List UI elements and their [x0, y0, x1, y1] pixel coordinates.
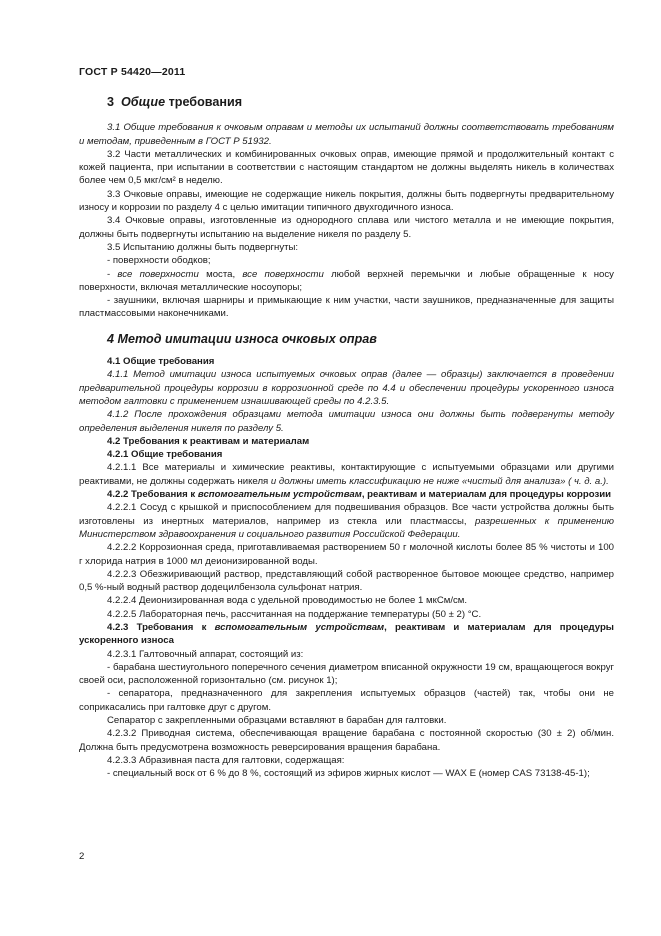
para-3-4: 3.4 Очковые оправы, изготовленные из однородного сплава или чистого металла и не имеющие покрытия, должны быть подвергнуты испытанию на выделение никеля по разделу 5.: [79, 215, 614, 240]
para-4-1-1: 4.1.1 Метод имитации износа испытуемых очковых оправ (далее — образцы) заключается в проведении предварительной процедуры коррозии в коррозионной среде по 4.4 и обеспечении процедуры ускоренного износа методом галтовки с применением изнашивающей среды по 4.2.3.5.: [79, 369, 614, 407]
document-header: ГОСТ Р 54420—2011: [79, 66, 186, 78]
heading-4-2-1: 4.2.1 Общие требования: [107, 449, 223, 461]
para-4-1-2: 4.1.2 После прохождения образцами метода имитации износа они должны быть подвергнуты методу определения выделения никеля по разделу 5.: [79, 409, 614, 434]
heading-4-2: 4.2 Требования к реактивам и материалам: [107, 435, 310, 447]
heading-4-2-3: 4.2.3 Требования к вспомогательным устройствам, реактивам и материалам для процедуры ускоренного износа: [79, 621, 614, 647]
para-4-2-2-2: 4.2.2.2 Коррозионная среда, приготавливаемая растворением 50 г молочной кислоты более 85 % чистоты и 100 г хлорида натрия в 1000 мл деионизированной воды.: [79, 542, 614, 567]
page-number: 2: [79, 851, 85, 862]
para-4-2-2-3: 4.2.2.3 Обезжиривающий раствор, представляющий собой растворенное бытовое моющее средство, например 0,5 %-ный водный раствор додецилбензола сульфонат натрия.: [79, 568, 614, 594]
para-4-2-2-4: 4.2.2.4 Деионизированная вода с удельной проводимостью не более 1 мкСм/см.: [107, 595, 468, 607]
list-item: - все поверхности моста, все поверхности любой верхней перемычки и любые обращенные к носу поверхности, включая металлические носоупоры;: [79, 268, 614, 293]
para-3-5: 3.5 Испытанию должны быть подвергнуты:: [107, 241, 299, 253]
list-item: - сепаратора, предназначенного для закрепления испытуемых образцов (частей) так, чтобы они не соприкасались при галтовке друг с другом.: [79, 688, 614, 713]
para-3-1: 3.1 Общие требования к очковым оправам и методы их испытаний должны соответствовать требованиям и методам, приведенным в ГОСТ Р 51932.: [79, 122, 614, 147]
para-4-2-2-5: 4.2.2.5 Лабораторная печь, рассчитанная на поддержание температуры (50 ± 2) °С.: [107, 608, 482, 620]
para-3-3: 3.3 Очковые оправы, имеющие не содержащие никель покрытия, должны быть подвергнуты предварительному износу и коррозии по разделу 4 с целью имитации типичного двухгодичного износа.: [79, 188, 614, 214]
heading-4-2-2: 4.2.2 Требования к вспомогательным устройствам, реактивам и материалам для процедуры коррозии: [107, 489, 612, 501]
section-3-title: 3 Общие требования: [107, 95, 243, 109]
list-item: - заушники, включая шарниры и примыкающие к ним участки, части заушников, предназначенные для защиты пластмассовыми наконечниками.: [79, 295, 614, 320]
para-4-2-3-3: 4.2.3.3 Абразивная паста для галтовки, содержащая:: [107, 754, 345, 766]
page-content: [79, 96, 614, 781]
para-4-2-1-1: 4.2.1.1 Все материалы и химические реактивы, контактирующие с испытуемыми образцами или другими реактивами, не должны содержать никеля и должны иметь классификацию не ниже «чистый для анализа» ( ч. д. а.).: [79, 462, 614, 487]
heading-4-1: 4.1 Общие требования: [107, 356, 215, 368]
list-item: - специальный воск от 6 % до 8 %, состоящий из эфиров жирных кислот — WAX E (номер CAS 73138-45-1);: [107, 768, 590, 780]
para-4-2-3-1: 4.2.3.1 Галтовочный аппарат, состоящий из:: [107, 648, 304, 660]
list-item: - поверхности ободков;: [107, 255, 211, 267]
para-separator: Сепаратор с закрепленными образцами вставляют в барабан для галтовки.: [107, 715, 447, 727]
para-4-2-2-1: 4.2.2.1 Сосуд с крышкой и приспособлением для подвешивания образцов. Все части устройства должны быть изготовлены из инертных материалов, например из стекла или пластмассы, разрешенных к применению Министерством здравоохранения и социального развития Российской Федерации.: [79, 502, 614, 540]
para-4-2-3-2: 4.2.3.2 Приводная система, обеспечивающая вращение барабана с постоянной скоростью (30 ± 2) об/мин. Должна быть предусмотрена возможность реверсирования вращения барабана.: [79, 728, 614, 753]
section-4-title: 4 Метод имитации износа очковых оправ: [107, 331, 377, 346]
para-3-2: 3.2 Части металлических и комбинированных очковых оправ, имеющие прямой и продолжительный контакт с кожей пациента, при испытании в соответствии с настоящим стандартом не должны выделять никель в количествах более чем 0,5 мкг/см² в неделю.: [79, 148, 614, 187]
list-item: - барабана шестиугольного поперечного сечения диаметром вписанной окружности 19 см, вращающегося вокруг своей оси, расположенной горизонтально (см. рисунок 1);: [79, 661, 614, 687]
